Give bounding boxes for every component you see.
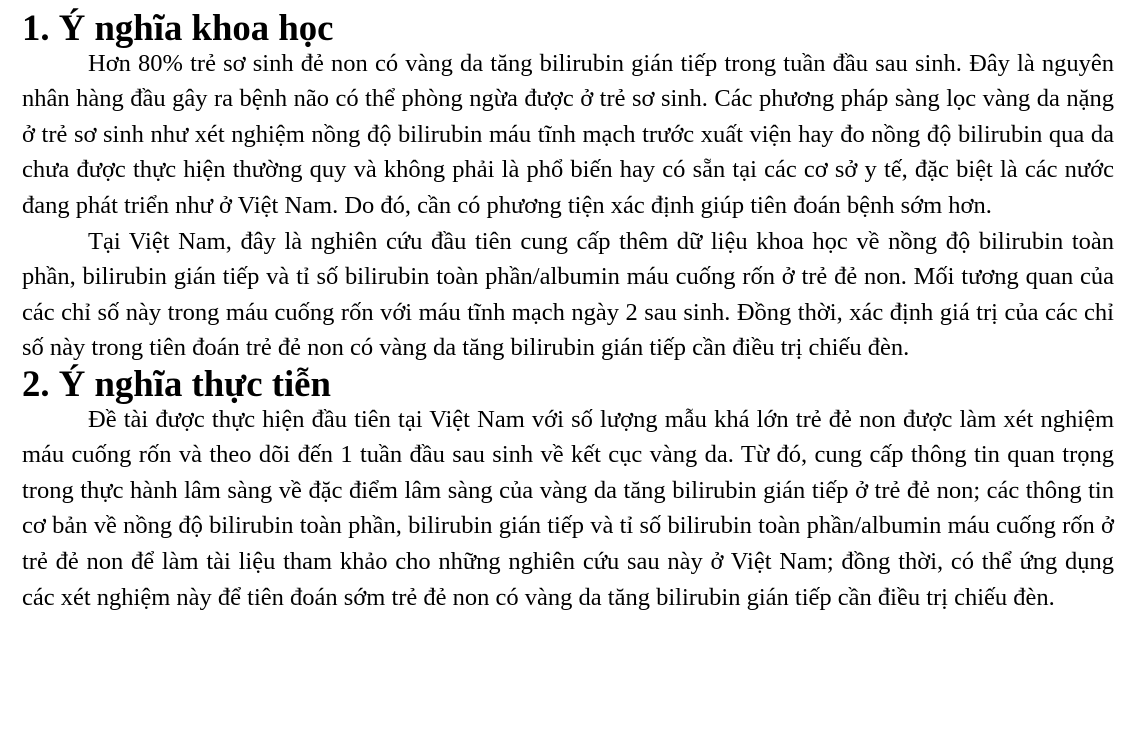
section-scientific-significance [22,7,1114,366]
paragraph: Đề tài được thực hiện đầu tiên tại Việt Nam với số lượng mẫu khá lớn trẻ đẻ non được làm xét nghiệm máu cuống rốn và theo dõi đến 1 tuần đầu sau sinh về kết cục vàng da. Từ đó, cung cấp thông tin quan trọng trong thực hành lâm sàng về đặc điểm lâm sàng của vàng da tăng bilirubin gián tiếp ở trẻ đẻ non; các thông tin cơ bản về nồng độ bilirubin toàn phần, bilirubin gián tiếp và tỉ số bilirubin toàn phần/albumin máu cuống rốn ở trẻ đẻ non để làm tài liệu tham khảo cho những nghiên cứu sau này ở Việt Nam; đồng thời, có thể ứng dụng các xét nghiệm này để tiên đoán sớm trẻ đẻ non có vàng da tăng bilirubin gián tiếp cần điều trị chiếu đèn. [22,405,1114,611]
section-practical-significance [22,362,1114,615]
paragraph: Tại Việt Nam, đây là nghiên cứu đầu tiên cung cấp thêm dữ liệu khoa học về nồng độ bilirubin toàn phần, bilirubin gián tiếp và tỉ số bilirubin toàn phần/albumin máu cuống rốn ở trẻ đẻ non. Mối tương quan của các chỉ số này trong máu cuống rốn với máu tĩnh mạch ngày 2 sau sinh. Đồng thời, xác định giá trị của các chỉ số này trong tiên đoán trẻ đẻ non có vàng da tăng bilirubin gián tiếp cần điều trị chiếu đèn. [22,227,1114,362]
paragraph: Hơn 80% trẻ sơ sinh đẻ non có vàng da tăng bilirubin gián tiếp trong tuần đầu sau sinh. Đây là nguyên nhân hàng đầu gây ra bệnh não có thể phòng ngừa được ở trẻ sơ sinh. Các phương pháp sàng lọc vàng da nặng ở trẻ sơ sinh như xét nghiệm nồng độ bilirubin máu tĩnh mạch trước xuất viện hay đo nồng độ bilirubin qua da chưa được thực hiện thường quy và không phải là phổ biến hay có sẵn tại các cơ sở y tế, đặc biệt là các nước đang phát triển như ở Việt Nam. Do đó, cần có phương tiện xác định giúp tiên đoán bệnh sớm hơn. [22,49,1114,219]
section-heading: 2. Ý nghĩa thực tiễn [22,362,331,404]
section-heading: 1. Ý nghĩa khoa học [22,7,334,48]
document-page [22,7,1114,615]
